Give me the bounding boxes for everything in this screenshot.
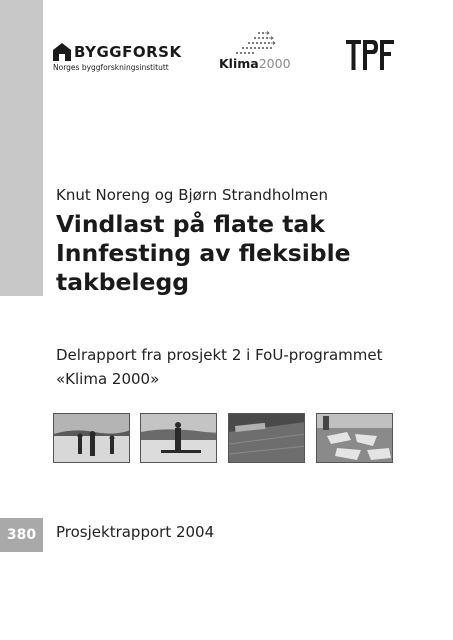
arrow-dots-icon <box>229 30 279 56</box>
house-icon <box>52 42 72 62</box>
tpf-logo <box>345 38 395 72</box>
report-type: Prosjektrapport 2004 <box>56 523 215 541</box>
report-subtitle <box>56 343 436 391</box>
tpf-mark <box>345 38 395 72</box>
klima-year: 2000 <box>258 56 291 71</box>
photo-workers-on-roof <box>53 413 130 463</box>
byggforsk-logo <box>52 42 182 76</box>
report-title <box>56 210 436 297</box>
title-line: Vindlast på flate tak <box>56 210 325 238</box>
photo-worker-with-tool <box>140 413 217 463</box>
klima-wordmark <box>219 56 291 71</box>
authors: Knut Noreng og Bjørn Strandholmen <box>56 186 329 204</box>
byggforsk-subtitle: Norges byggforskningsinstitutt <box>53 63 169 72</box>
title-line: Innfesting av fleksible <box>56 239 351 267</box>
subtitle-line: «Klima 2000» <box>56 370 160 388</box>
side-color-bar <box>0 0 43 296</box>
photo-roof-surface <box>228 413 305 463</box>
title-line: takbelegg <box>56 268 190 296</box>
report-number-badge: 380 <box>0 518 43 552</box>
klima-word: Klima <box>219 56 259 71</box>
photo-damaged-roof <box>316 413 393 463</box>
byggforsk-name: BYGGFORSK <box>74 43 182 61</box>
klima-2000-logo <box>215 30 293 74</box>
subtitle-line: Delrapport fra prosjekt 2 i FoU-programmet <box>56 346 383 364</box>
